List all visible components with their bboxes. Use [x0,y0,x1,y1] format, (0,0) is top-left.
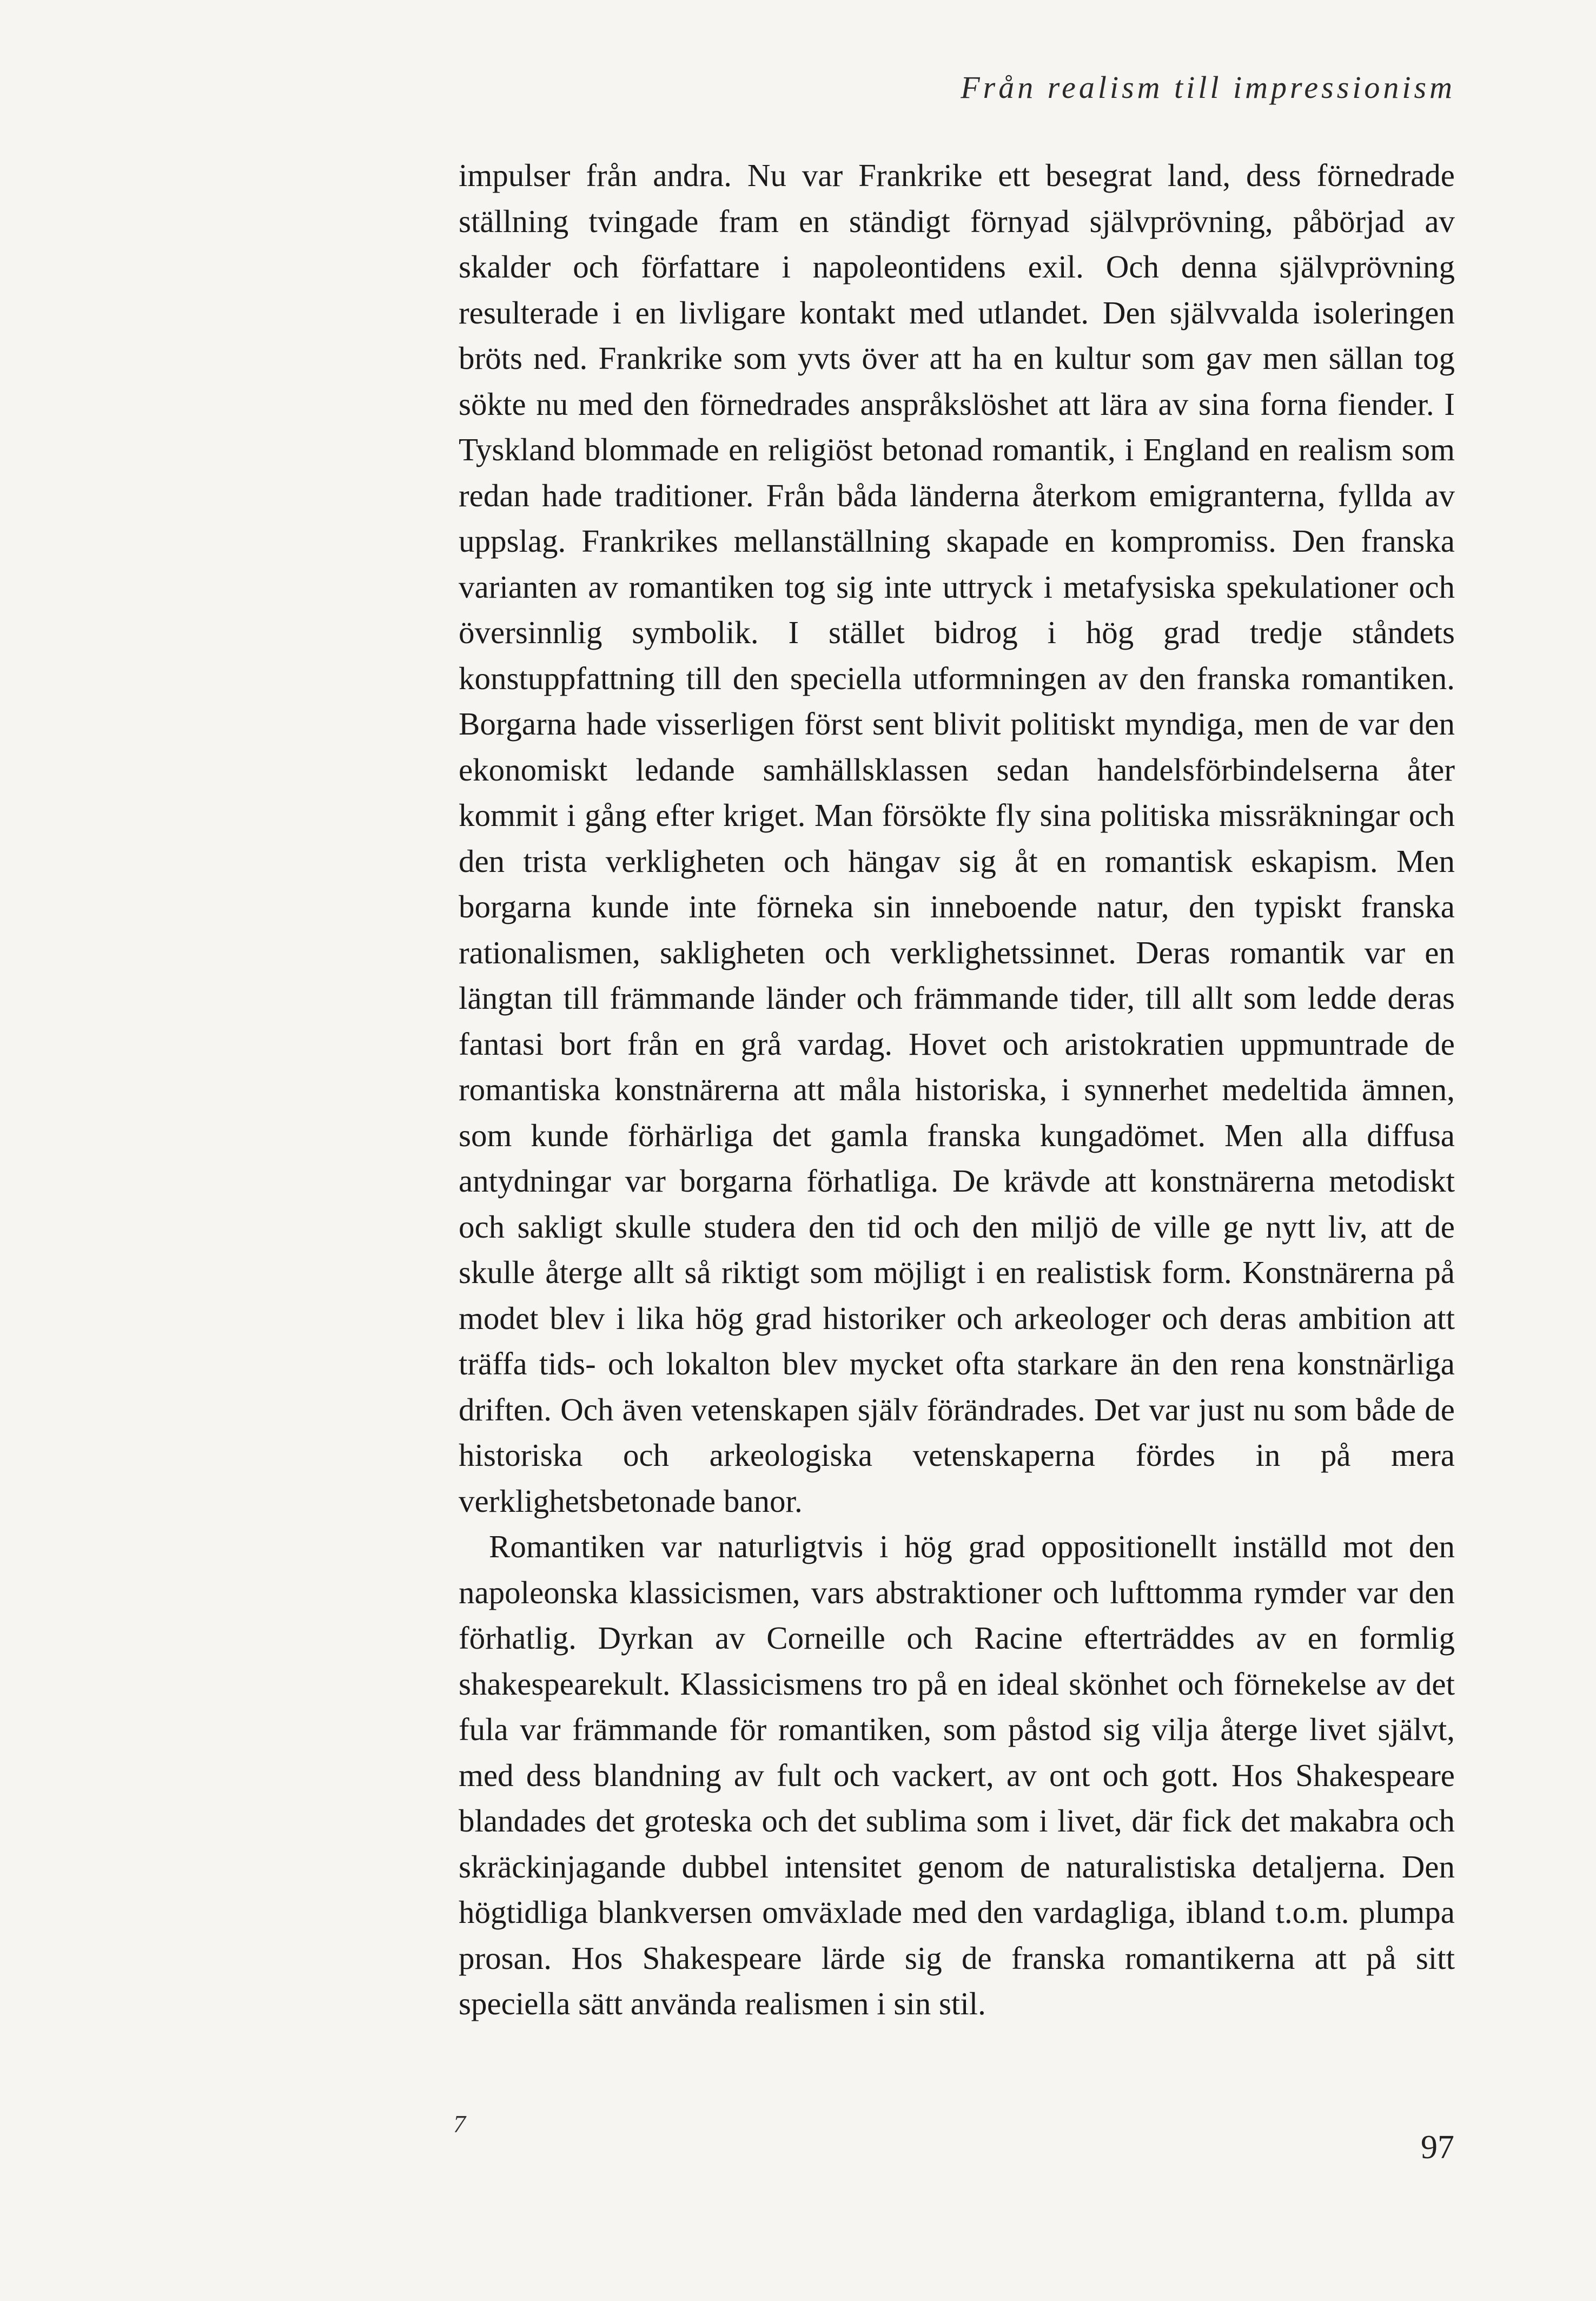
page-number: 97 [1421,2129,1454,2166]
paragraph: Romantiken var naturligtvis i hög grad oppositionellt inställd mot den napoleonska klassicismen, vars abstraktioner och lufttomma rymder var den förhatlig. Dyrkan av Corneille och Racine efterträddes av en formlig shakespearekult. Klassicismens tro på en ideal skönhet och förnekelse av det fula var främmande för romantiken, som påstod sig vilja återge livet självt, med dess blandning av fult och vackert, av ont och gott. Hos Shakespeare blandades det groteska och det sublima som i livet, där fick det makabra och skräckinjagande dubbel intensitet genom de naturalistiska detaljerna. Den högtidliga blankversen omväxlade med den vardagliga, ibland t.o.m. plumpa prosan. Hos Shakespeare lärde sig de franska romantikerna att på sitt speciella sätt använda realismen i sin stil. [459,1529,1455,2021]
body-text [459,153,1455,2027]
signature-mark: 7 [453,2110,466,2138]
paragraph: impulser från andra. Nu var Frankrike ett besegrat land, dess förnedrade ställning tvingade fram en ständigt förnyad självprövning, påbörjad av skalder och författare i napoleontidens exil. Och denna självprövning resulterade i en livligare kontakt med utlandet. Den självvalda isoleringen bröts ned. Frankrike som yvts över att ha en kultur som gav men sällan tog sökte nu med den förnedrades anspråkslöshet att lära av sina forna fiender. I Tyskland blommade en religiöst betonad romantik, i England en realism som redan hade traditioner. Från båda länderna återkom emigranterna, fyllda av uppslag. Frankrikes mellanställning skapade en kompromiss. Den franska varianten av romantiken tog sig inte uttryck i metafysiska spekulationer och översinnlig symbolik. I stället bidrog i hög grad tredje ståndets konstuppfattning till den speciella utformningen av den franska romantiken. Borgarna hade visserligen först sent blivit politiskt myndiga, men de var den ekonomiskt ledande samhällsklassen sedan handelsförbindelserna åter kommit i gång efter kriget. Man försökte fly sina politiska missräkningar och den trista verkligheten och hängav sig åt en romantisk eskapism. Men borgarna kunde inte förneka sin inneboende natur, den typiskt franska rationalismen, sakligheten och verklighetssinnet. Deras romantik var en längtan till främmande länder och främmande tider, till allt som ledde deras fantasi bort från en grå vardag. Hovet och aristokratien uppmuntrade de romantiska konstnärerna att måla historiska, i synnerhet medeltida ämnen, som kunde förhärliga det gamla franska kungadömet. Men alla diffusa antydningar var borgarna förhatliga. De krävde att konstnärerna metodiskt och sakligt skulle studera den tid och den miljö de ville ge nytt liv, att de skulle återge allt så riktigt som möjligt i en realistisk form. Konstnärerna på modet blev i lika hög grad historiker och arkeologer och deras ambition att träffa tids- och lokalton blev mycket ofta starkare än den rena konstnärliga driften. Och även vetenskapen själv förändrades. Det var just nu som både de historiska och arkeologiska vetenskaperna fördes in på mera verklighetsbetonade banor. [459,157,1455,1519]
running-header: Från realism till impressionism [961,70,1455,105]
